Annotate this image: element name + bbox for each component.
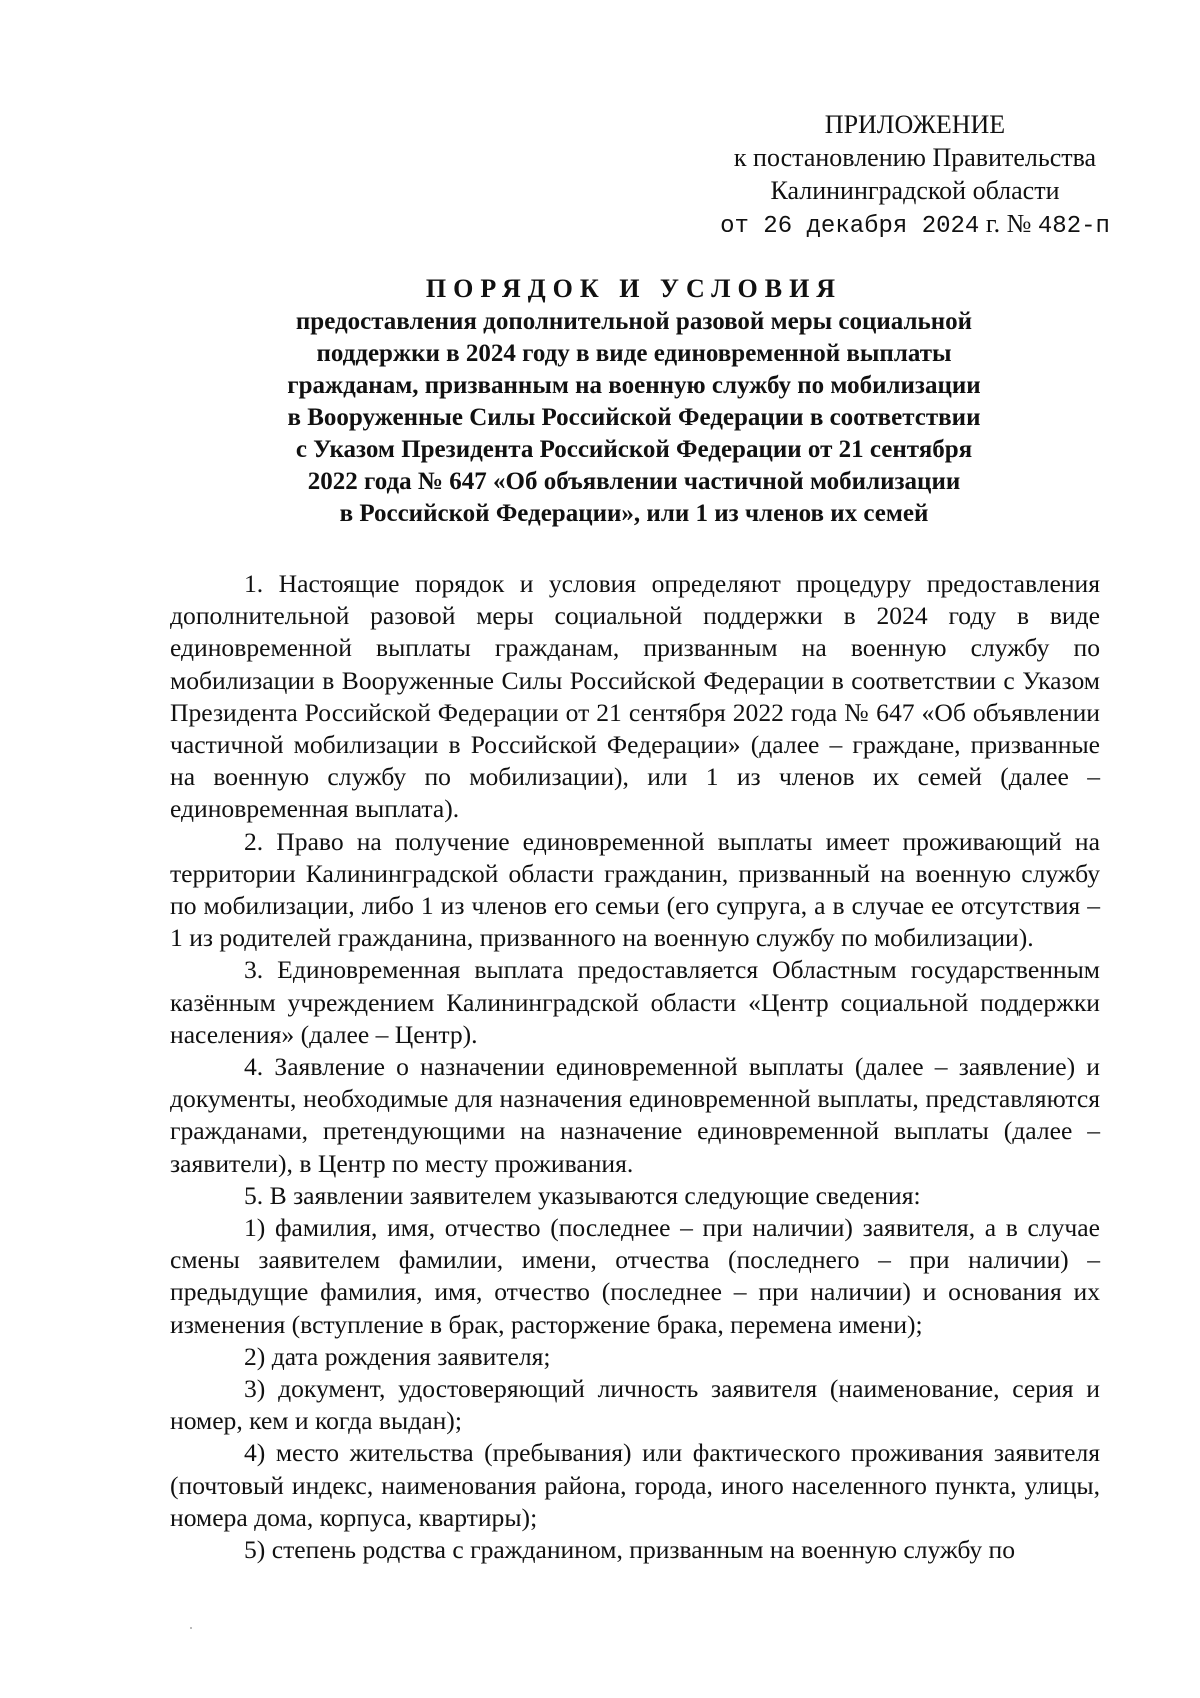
paragraph-3: 3. Единовременная выплата предоставляется Областным государственным казённым учреждением Калининградской области «Центр социальной поддержки населения» (далее – Центр). [170,955,1100,1049]
subtitle-line: в Российской Федерации», или 1 из членов их семей [339,500,929,527]
subtitle-line: в Вооруженные Силы Российской Федерации в соответствии [287,404,981,431]
document-subtitle [170,306,1098,530]
appendix-date: от 26 декабря 2024 [720,213,980,240]
subitem-1: 1) фамилия, имя, отчество (последнее – при наличии) заявителя, а в случае смены заявителем фамилии, имени, отчества (последнего – при наличии) – предыдущие фамилия, имя, отчество (последнее – при наличии) и основания их изменения (вступление в брак, расторжение брака, перемена имени); [170,1213,1100,1339]
scan-speck [190,1627,192,1629]
subitem-4: 4) место жительства (пребывания) или фактического проживания заявителя (почтовый индекс, наименования района, города, иного населенного пункта, улицы, номера дома, корпуса, квартиры); [170,1438,1100,1532]
appendix-line-region: Калининградской области [770,176,1060,205]
paragraph-1: 1. Настоящие порядок и условия определяют процедуру предоставления дополнительной разовой меры социальной поддержки в 2024 году в виде единовременной выплаты гражданам, призванным на военную службу по мобилизации в Вооруженные Силы Российской Федерации в соответствии с Указом Президента Российской Федерации от 21 сентября 2022 года № 647 «Об объявлении частичной мобилизации в Российской Федерации» (далее – граждане, призванные на военную службу по мобилизации), или 1 из членов их семей (далее – единовременная выплата). [170,569,1100,824]
document-title-main: ПОРЯДОК И УСЛОВИЯ [425,274,843,303]
appendix-date-line [700,207,1130,243]
document-body [170,568,1100,1566]
paragraph-2: 2. Право на получение единовременной выплаты имеет проживающий на территории Калининградской области гражданин, призванный на военную службу по мобилизации, либо 1 из членов его семьи (его супруга, а в случае ее отсутствия – 1 из родителей гражданина, призванного на военную службу по мобилизации). [170,826,1100,953]
subtitle-line: с Указом Президента Российской Федерации от 21 сентября [295,436,973,463]
subitem-3: 3) документ, удостоверяющий личность заявителя (наименование, серия и номер, кем и когда выдан); [170,1374,1100,1436]
appendix-year-suffix: г. № [979,209,1038,238]
subtitle-line: 2022 года № 647 «Об объявлении частичной мобилизации [307,468,961,495]
subitem-2: 2) дата рождения заявителя; [244,1341,551,1371]
appendix-line-resolution: к постановлению Правительства [733,143,1097,172]
document-title [170,272,1098,530]
subtitle-line: гражданам, призванным на военную службу по мобилизации [287,372,981,399]
appendix-header [700,108,1130,243]
appendix-title: ПРИЛОЖЕНИЕ [824,110,1006,139]
subitem-5: 5) степень родства с гражданином, призванным на военную службу по [244,1535,1016,1565]
subtitle-line: предоставления дополнительной разовой меры социальной [295,308,973,335]
paragraph-5: 5. В заявлении заявителем указываются следующие сведения: [244,1180,921,1210]
subtitle-line: поддержки в 2024 году в виде единовременной выплаты [316,340,952,367]
appendix-number: 482-п [1037,213,1110,240]
paragraph-4: 4. Заявление о назначении единовременной выплаты (далее – заявление) и документы, необходимые для назначения единовременной выплаты, представляются гражданами, претендующими на назначение единовременной выплаты (далее – заявители), в Центр по месту проживания. [170,1052,1100,1178]
